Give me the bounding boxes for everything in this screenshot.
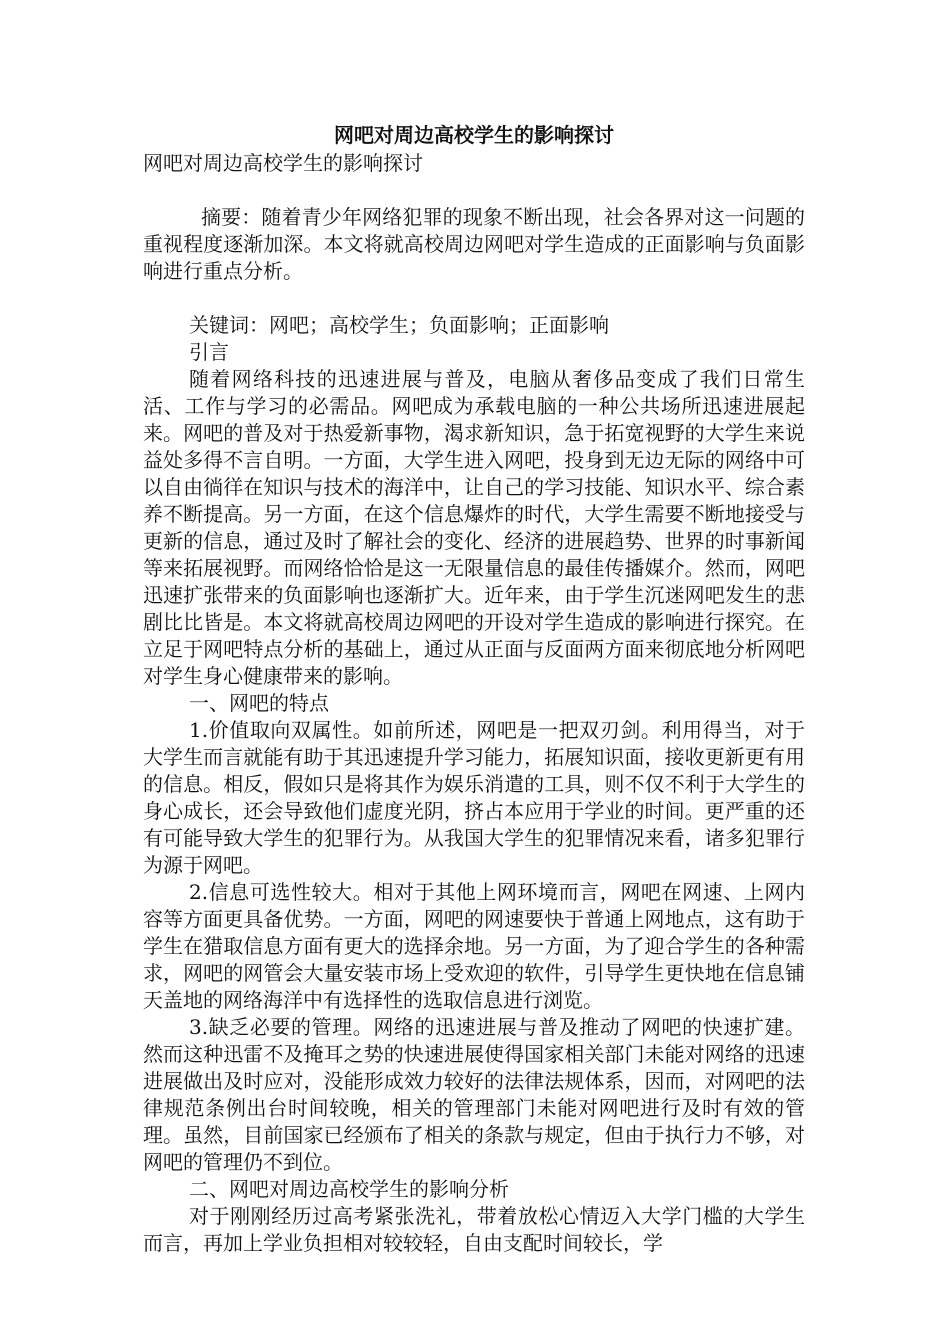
- abstract-paragraph: 摘要：随着青少年网络犯罪的现象不断出现，社会各界对这一问题的重视程度逐渐加深。本文将就高校周边网吧对学生造成的正面影响与负面影响进行重点分析。: [143, 205, 805, 283]
- document-page: [143, 121, 805, 1257]
- point-2-paragraph: 2.信息可选性较大。相对于其他上网环境而言，网吧在网速、上网内容等方面更具备优势。一方面，网吧的网速要快于普通上网地点，这有助于学生在猎取信息方面有更大的选择余地。另一方面，为了迎合学生的各种需求，网吧的网管会大量安装市场上受欢迎的软件，引导学生更快地在信息铺天盖地的网络海洋中有选择性的选取信息进行浏览。: [143, 880, 805, 1012]
- intro-heading: 引言: [189, 340, 229, 364]
- point-3-paragraph: 3.缺乏必要的管理。网络的迅速进展与普及推动了网吧的快速扩建。然而这种迅雷不及掩耳之势的快速进展使得国家相关部门未能对网络的迅速进展做出及时应对，没能形成效力较好的法律法规体系，因而，对网吧的法律规范条例出台时间较晚，相关的管理部门未能对网吧进行及时有效的管理。虽然，目前国家已经颁布了相关的条款与规定，但由于执行力不够，对网吧的管理仍不到位。: [143, 1015, 805, 1174]
- document-title: 网吧对周边高校学生的影响探讨: [334, 123, 614, 147]
- intro-paragraph: 随着网络科技的迅速进展与普及，电脑从奢侈品变成了我们日常生活、工作与学习的必需品。网吧成为承载电脑的一种公共场所迅速进展起来。网吧的普及对于热爱新事物，渴求新知识，急于拓宽视野的大学生来说益处多得不言自明。一方面，大学生进入网吧，投身到无边无际的网络中可以自由徜徉在知识与技术的海洋中，让自己的学习技能、知识水平、综合素养不断提高。另一方面，在这个信息爆炸的时代，大学生需要不断地接受与更新的信息，通过及时了解社会的变化、经济的进展趋势、世界的时事新闻等来拓展视野。而网络恰恰是这一无限量信息的最佳传播媒介。然而，网吧迅速扩张带来的负面影响也逐渐扩大。近年来，由于学生沉迷网吧发生的悲剧比比皆是。本文将就高校周边网吧的开设对学生造成的影响进行探究。在立足于网吧特点分析的基础上，通过从正面与反面两方面来彻底地分析网吧对学生身心健康带来的影响。: [143, 367, 805, 688]
- point-1-paragraph: 1.价值取向双属性。如前所述，网吧是一把双刃剑。利用得当，对于大学生而言就能有助于其迅速提升学习能力，拓展知识面，接收更新更有用的信息。相反，假如只是将其作为娱乐消遣的工具，则不仅不利于大学生的身心成长，还会导致他们虚度光阴，挤占本应用于学业的时间。更严重的还有可能导致大学生的犯罪行为。从我国大学生的犯罪情况来看，诸多犯罪行为源于网吧。: [143, 718, 805, 877]
- document-subtitle: 网吧对周边高校学生的影响探讨: [143, 151, 423, 175]
- section-2-paragraph: 对于刚刚经历过高考紧张洗礼，带着放松心情迈入大学门槛的大学生而言，再加上学业负担相对较较轻，自由支配时间较长，学: [143, 1204, 805, 1255]
- keywords-line: 关键词：网吧；高校学生；负面影响；正面影响: [189, 313, 609, 337]
- section-1-heading: 一、网吧的特点: [189, 691, 329, 715]
- section-2-heading: 二、网吧对周边高校学生的影响分析: [189, 1177, 509, 1201]
